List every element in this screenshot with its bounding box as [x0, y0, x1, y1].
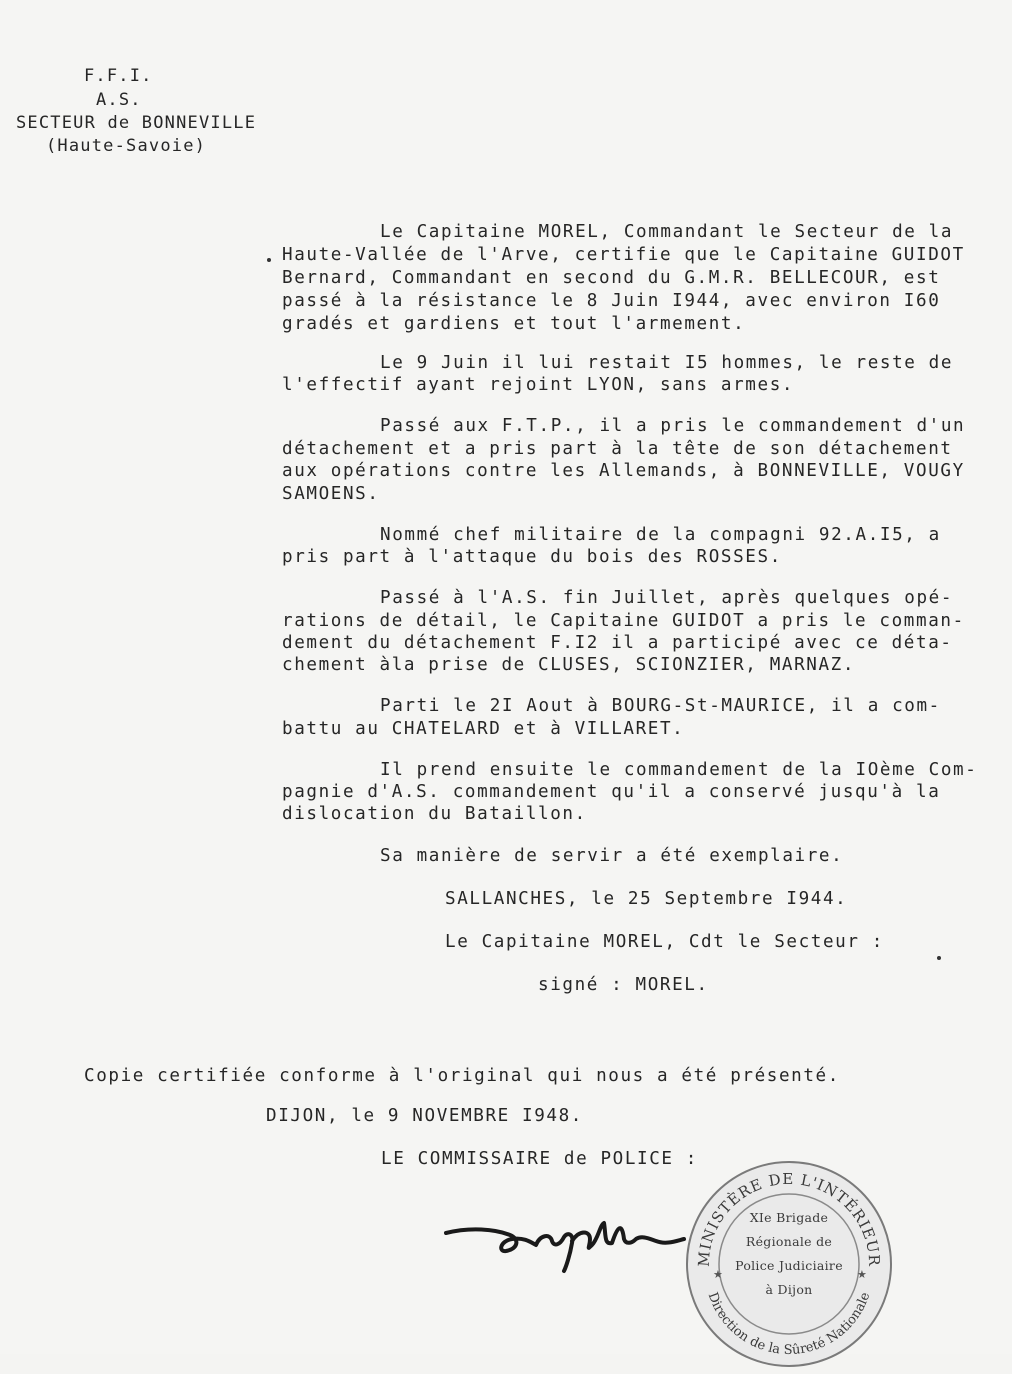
body-line: Passé à l'A.S. fin Juillet, après quelques opé-: [380, 588, 954, 608]
body-line: Le Capitaine MOREL, Commandant le Secteur de la: [380, 222, 954, 242]
stamp-line-2: Régionale de: [745, 1234, 833, 1249]
body-line: Bernard, Commandant en second du G.M.R. BELLECOUR, est: [282, 268, 941, 288]
scan-mark: [937, 956, 941, 960]
body-line: rations de détail, le Capitaine GUIDOT a pris le comman-: [282, 611, 965, 631]
official-stamp: [683, 1158, 895, 1370]
certification-title: LE COMMISSAIRE de POLICE :: [381, 1149, 699, 1169]
stamp-ring-bottom-text: Direction de la Sûreté Nationale: [704, 1290, 874, 1359]
body-line: Passé aux F.T.P., il a pris le commandement d'un: [380, 416, 966, 436]
body-line: l'effectif ayant rejoint LYON, sans armes.: [282, 375, 795, 395]
body-line: Le 9 Juin il lui restait I5 hommes, le reste de: [380, 353, 954, 373]
body-line: Parti le 2I Aout à BOURG-St-MAURICE, il a com-: [380, 696, 941, 716]
stamp-line-3: Police Judiciaire: [735, 1258, 843, 1273]
body-line: passé à la résistance le 8 Juin I944, avec environ I60: [282, 291, 941, 311]
body-line: Sa manière de servir a été exemplaire.: [380, 846, 844, 866]
scan-mark: [267, 258, 271, 262]
handwritten-signature: [440, 1205, 690, 1275]
body-line: Nommé chef militaire de la compagni 92.A.I5, a: [380, 525, 941, 545]
certification-place-date: DIJON, le 9 NOVEMBRE I948.: [266, 1106, 584, 1126]
stamp-star-left: ★: [713, 1268, 723, 1281]
stamp-line-1: XIe Brigade: [749, 1210, 829, 1225]
stamp-star-right: ★: [857, 1268, 867, 1281]
body-line: Haute-Vallée de l'Arve, certifie que le Capitaine GUIDOT: [282, 245, 965, 265]
body-line: détachement et a pris part à la tête de son détachement: [282, 439, 953, 459]
body-line: gradés et gardiens et tout l'armement.: [282, 314, 746, 334]
stamp-line-4: à Dijon: [765, 1282, 813, 1297]
header-sector: SECTEUR de BONNEVILLE: [16, 113, 257, 133]
body-line: battu au CHATELARD et à VILLARET.: [282, 719, 685, 739]
body-line: dislocation du Bataillon.: [282, 804, 587, 824]
header-as: A.S.: [96, 90, 142, 110]
body-line: SAMOENS.: [282, 484, 380, 504]
body-line: pagnie d'A.S. commandement qu'il a conservé jusqu'à la: [282, 782, 941, 802]
closing-signed: signé : MOREL.: [538, 975, 709, 995]
body-line: Il prend ensuite le commandement de la IOème Com-: [380, 760, 978, 780]
body-line: dement du détachement F.I2 il a participé avec ce déta-: [282, 633, 953, 653]
stamp-ring-top-text: MINISTÈRE DE L'INTÉRIEUR: [694, 1169, 884, 1268]
body-line: pris part à l'attaque du bois des ROSSES.: [282, 547, 782, 567]
certification-copy-line: Copie certifiée conforme à l'original qui nous a été présenté.: [84, 1066, 840, 1086]
body-line: aux opérations contre les Allemands, à BONNEVILLE, VOUGY: [282, 461, 965, 481]
closing-place-date: SALLANCHES, le 25 Septembre I944.: [445, 889, 848, 909]
header-region: (Haute-Savoie): [46, 136, 207, 156]
body-line: chement àla prise de CLUSES, SCIONZIER, MARNAZ.: [282, 655, 856, 675]
header-ffi: F.F.I.: [84, 66, 153, 86]
closing-signer: Le Capitaine MOREL, Cdt le Secteur :: [445, 932, 884, 952]
